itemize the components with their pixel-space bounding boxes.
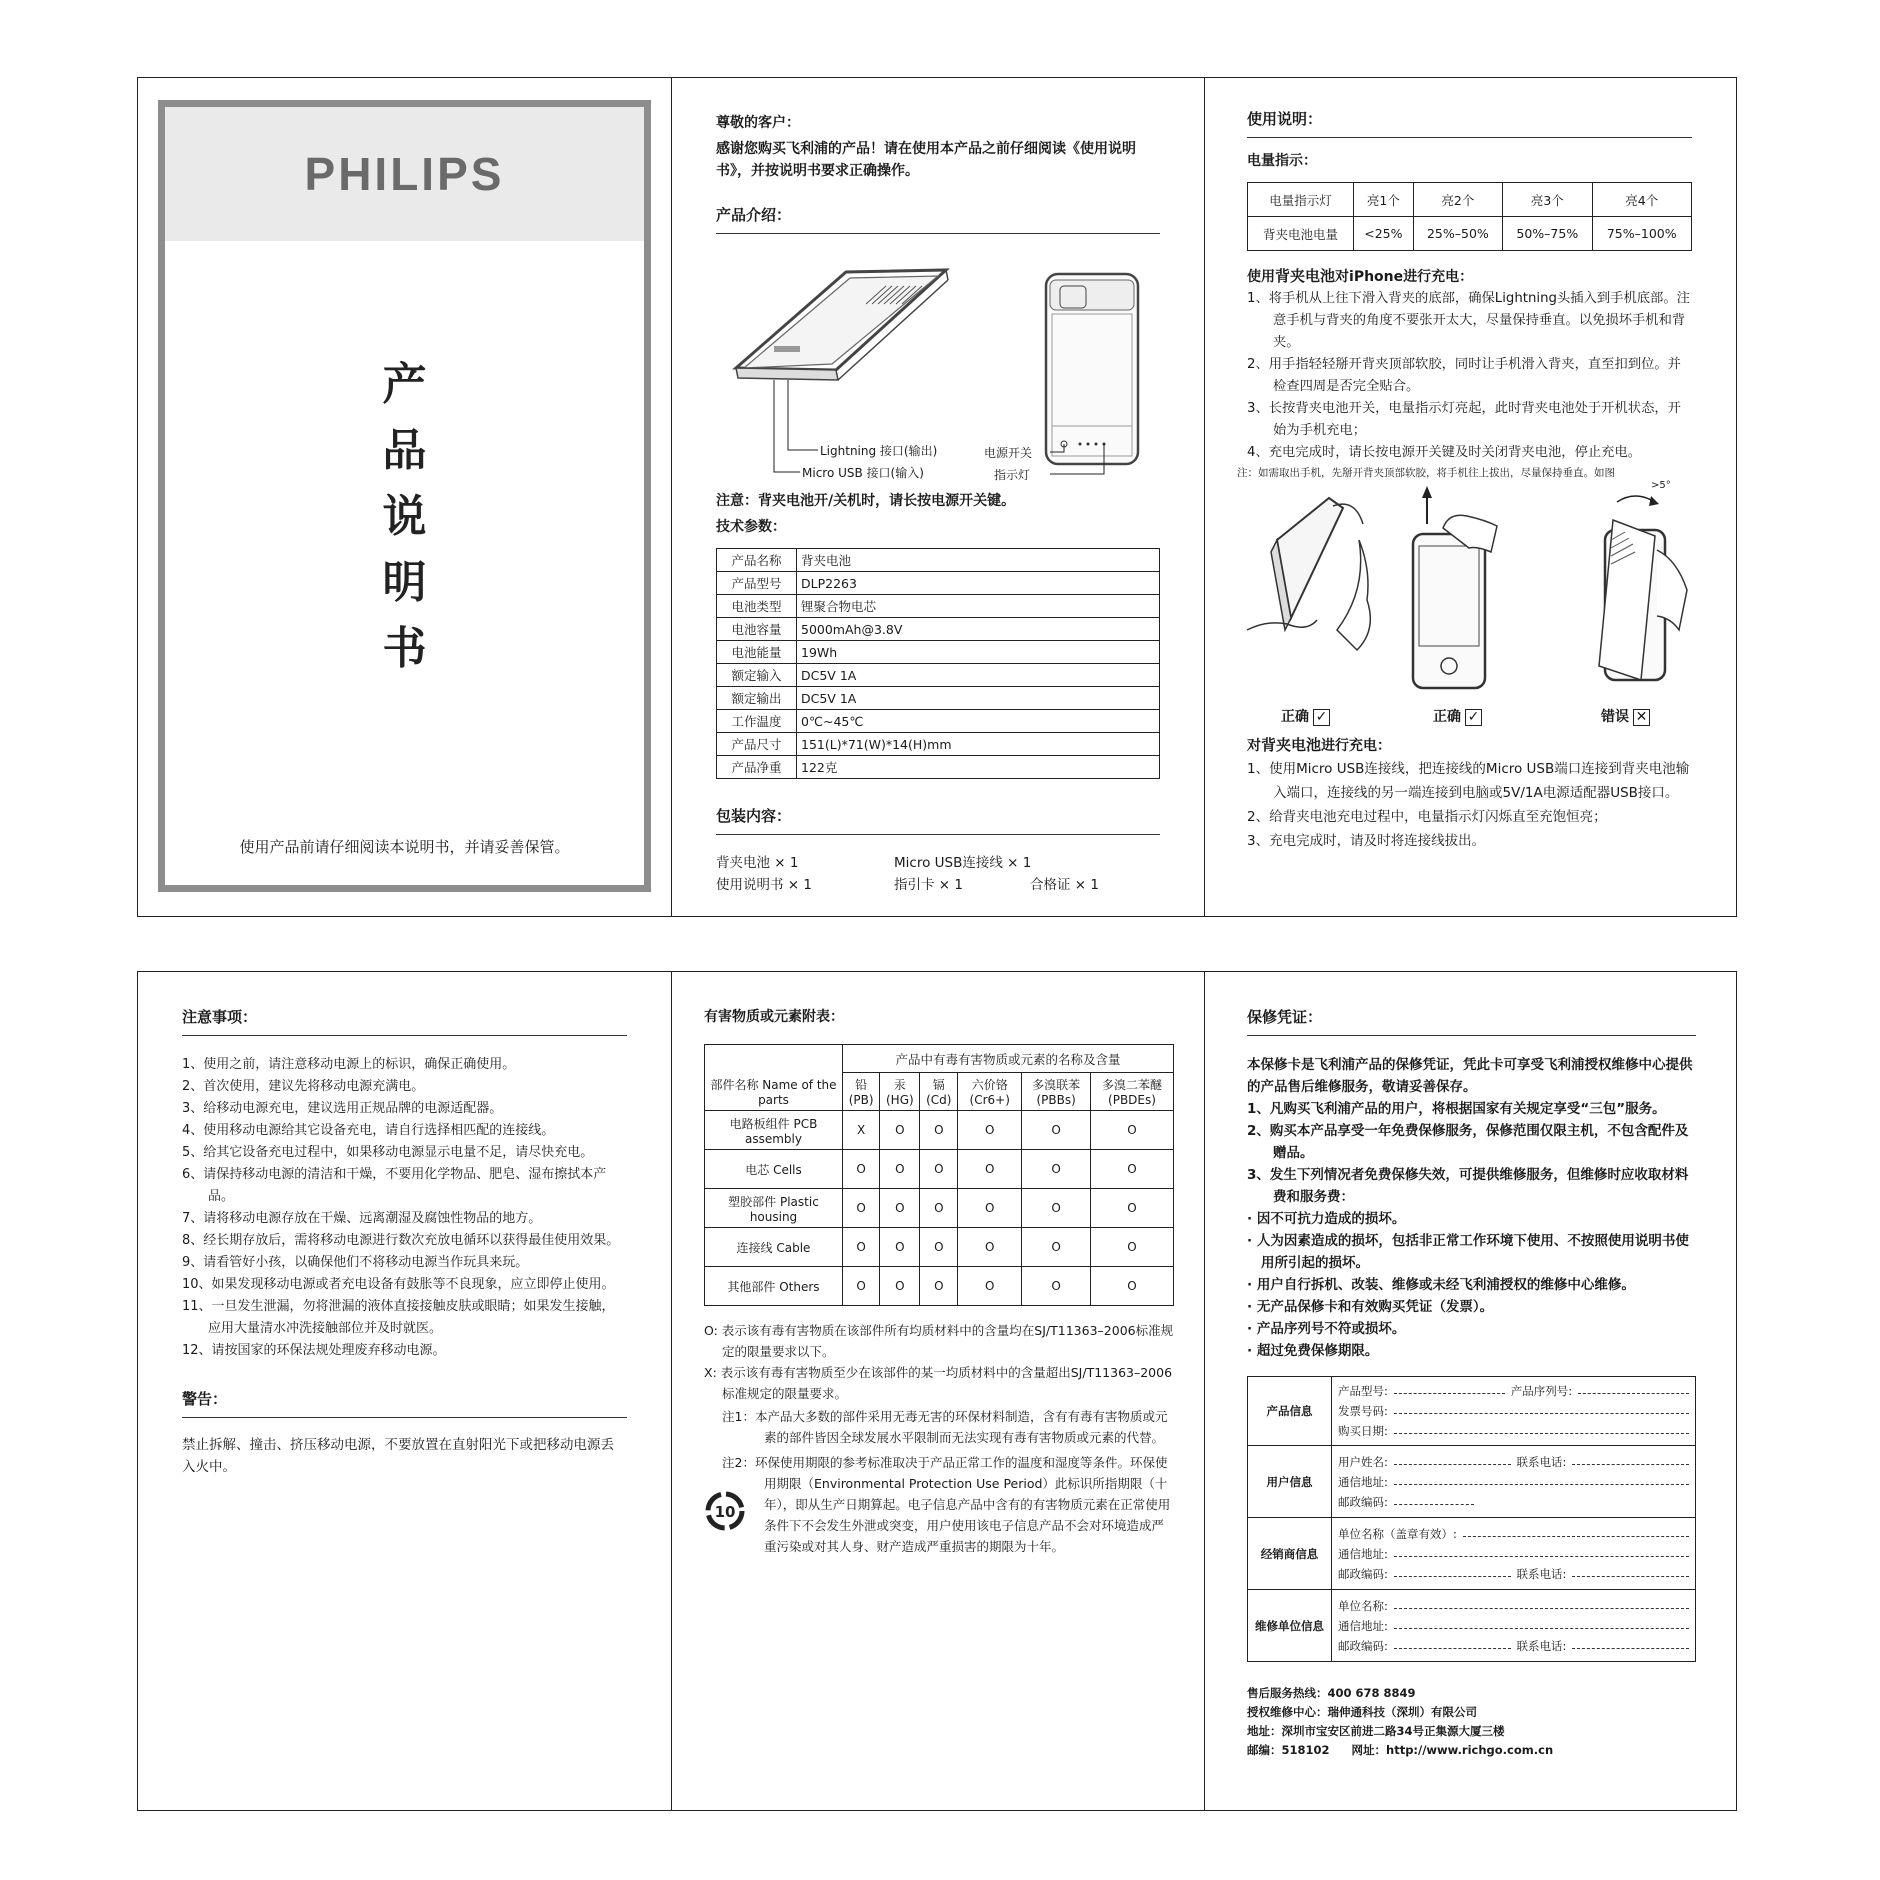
toxic-table [704,1044,1174,1306]
note-2: 注2：环保使用期限的参考标准取决于产品正常工作的温度和湿度等条件。环保使用期限（Environmental Protection Use Period）此标识所指期限（十年），即从生产日期算起。电子信息产品中含有的有害物质元素在正常使用条件下不会发生外泄或突变，用户使用该电子信息产品不会对环境造成严重污染或对其人身、财产造成严重损害的期限为十年。 10 [704,1452,1174,1557]
service-contact [1247,1684,1696,1760]
substance-mark: O [1022,1189,1091,1228]
level-header-cell: 亮3个 [1503,183,1592,217]
list-item: · 用户自行拆机、改装、维修或未经飞利浦授权的维修中心维修。 [1247,1277,1635,1293]
spec-row [717,756,1160,779]
substance-header: 多溴联苯 (PBBs) [1022,1073,1091,1111]
service-info-fields: 单位名称: 通信地址: 邮政编码: 联系电话: [1332,1590,1696,1662]
substance-mark: O [1090,1267,1173,1306]
list-item: · 因不可抗力造成的损坏。 [1247,1211,1406,1227]
hotline: 售后服务热线：400 678 8849 [1247,1686,1416,1700]
lightning-port-label: Lightning 接口(输出) [820,444,938,458]
level-header-cell: 亮1个 [1354,183,1414,217]
intro-body: 感谢您购买飞利浦的产品！请在使用本产品之前仔细阅读《使用说明书》，并按说明书要求正确操作。 [716,141,1136,179]
phone-charge-steps [1247,288,1692,464]
substance-header: 铅 (PB) [843,1073,880,1111]
specs-table [716,548,1160,779]
level-value-cell: 25%–50% [1413,217,1502,251]
substance-mark: X [843,1111,880,1150]
user-info-label: 用户信息 [1248,1446,1332,1518]
spec-row [717,641,1160,664]
table-row [705,1228,1174,1267]
package-item: 指引卡 × 1 [894,877,963,893]
fig-label-wrong: 错误 ✕ [1601,706,1650,726]
list-item: 10、如果发现移动电源或者充电设备有鼓胀等不良现象，应立即停止使用。 [182,1277,615,1292]
cautions-heading: 注意事项： [182,1006,627,1036]
list-item: · 超过免费保修期限。 [1247,1343,1379,1359]
checkmark-icon: ✓ [1465,709,1482,726]
spec-key: 产品名称 [717,549,797,572]
part-name: 其他部件 Others [705,1267,843,1306]
fig-label-correct: 正确 ✓ [1433,706,1482,726]
sheet-front [137,77,1737,917]
spec-value: 背夹电池 [797,549,1160,572]
product-intro-heading: 产品介绍： [716,204,1160,234]
level-table [1247,182,1692,251]
indicator-label: 指示灯 [994,468,1031,482]
substance-header: 多溴二苯醚 (PBDEs) [1090,1073,1173,1111]
user-zip-input[interactable] [1394,1492,1474,1505]
list-item: 3、充电完成时，请及时将连接线拔出。 [1247,833,1486,849]
substance-mark: O [920,1150,958,1189]
removal-illustration [1237,480,1703,710]
substance-mark: O [1090,1111,1173,1150]
purchase-date-input[interactable] [1394,1421,1689,1434]
substance-mark: O [958,1228,1022,1267]
package-item: 使用说明书 × 1 [716,877,812,893]
substance-mark: O [920,1189,958,1228]
phone-upright-icon [1413,486,1497,688]
spec-key: 产品型号 [717,572,797,595]
list-item: 11、一旦发生泄漏，勿将泄漏的液体直接接触皮肤或眼睛；如果发生接触，应用大量清水冲洗接触部位并及时就医。 [182,1299,615,1336]
removal-figures [1237,480,1692,738]
cautions-panel [138,972,671,1810]
list-item: · 无产品保修卡和有效购买凭证（发票）。 [1247,1299,1494,1315]
part-name: 电路板组件 PCB assembly [705,1111,843,1150]
note-o: O: 表示该有毒有害物质在该部件所有均质材料中的含量均在SJ/T11363–2006标准规定的限量要求以下。 [704,1323,1174,1359]
cover-frame [158,100,651,892]
list-item: · 人为因素造成的损坏，包括非正常工作环境下使用、不按照使用说明书使用所引起的损坏。 [1247,1233,1689,1271]
usage-heading: 使用说明： [1247,108,1692,138]
greeting: 尊敬的客户： [716,115,800,131]
self-charge-heading: 对背夹电池进行充电： [1247,736,1392,754]
dealer-zip-input[interactable] [1394,1564,1511,1577]
angle-label: >5° [1651,480,1671,491]
package-heading: 包装内容： [716,805,1160,835]
list-item: 2、用手指轻轻掰开背夹顶部软胶，同时让手机滑入背夹，直至扣到位。并检查四周是否完全贴合。 [1247,357,1681,394]
substance-mark: O [1090,1150,1173,1189]
substance-mark: O [1022,1150,1091,1189]
epup-number: 10 [714,1503,736,1521]
list-item: 2、首次使用，建议先将移动电源充满电。 [182,1079,425,1094]
spec-row [717,687,1160,710]
cover-note: 使用产品前请仔细阅读本说明书，并请妥善保管。 [239,838,570,856]
warning-text: 禁止拆解、撞击、挤压移动电源，不要放置在直射阳光下或把移动电源丢入火中。 [182,1437,614,1475]
spec-value: DC5V 1A [797,687,1160,710]
substance-mark: O [843,1267,880,1306]
list-item: 2、购买本产品享受一年免费保修服务，保修范围仅限主机，不包含配件及赠品。 [1247,1123,1689,1161]
part-name: 连接线 Cable [705,1228,843,1267]
level-value-cell: 75%–100% [1592,217,1691,251]
self-charge-steps [1247,757,1692,853]
spec-value: 0℃~45℃ [797,710,1160,733]
substance-mark: O [880,1111,920,1150]
cover-title-char: 明 [382,557,427,608]
warning-heading: 警告： [182,1388,627,1418]
part-name: 电芯 Cells [705,1150,843,1189]
list-item: 9、请看管好小孩，以确保他们不将移动电源当作玩具来玩。 [182,1255,529,1270]
substance-mark: O [920,1111,958,1150]
table-row [705,1189,1174,1228]
service-unit-input[interactable] [1394,1596,1689,1609]
note-1: 注1：本产品大多数的部件采用无毒无害的环保材料制造，含有有毒有害物质或元素的部件皆因全球发展水平限制而无法实现有毒有害物质或元素的代替。 [722,1409,1168,1445]
table-row [705,1150,1174,1189]
removal-note: 注：如需取出手机，先掰开背夹顶部软胶，将手机往上拔出，尽量保持垂直。如图 [1237,467,1615,479]
power-switch-label: 电源开关 [984,446,1033,460]
dealer-info-label: 经销商信息 [1248,1518,1332,1590]
list-item: 3、发生下列情况者免费保修失效，可提供维修服务，但维修时应收取材料费和服务费： [1247,1167,1689,1205]
toxic-group-header: 产品中有毒有害物质或元素的名称及含量 [843,1045,1174,1073]
list-item: 4、充电完成时，请长按电源开关键及时关闭背夹电池，停止充电。 [1247,445,1642,460]
spec-row [717,595,1160,618]
substance-mark: O [958,1150,1022,1189]
table-row [705,1111,1174,1150]
substance-mark: O [843,1228,880,1267]
substance-mark: O [880,1267,920,1306]
toxic-heading: 有害物质或元素附表： [704,1009,844,1025]
substance-header: 六价铬 (Cr6+) [958,1073,1022,1111]
spec-key: 电池能量 [717,641,797,664]
service-info-label: 维修单位信息 [1248,1590,1332,1662]
cover-title-char: 品 [382,425,427,476]
list-item: 1、凡购买飞利浦产品的用户，将根据国家有关规定享受“三包”服务。 [1247,1101,1666,1117]
warranty-panel [1204,972,1736,1810]
intro-panel [671,78,1204,916]
substance-mark: O [843,1189,880,1228]
blank-header-cell [705,1045,843,1073]
level-value-cell: 50%–75% [1503,217,1592,251]
package-item: Micro USB连接线 × 1 [894,855,1032,871]
spec-value: 122克 [797,756,1160,779]
level-value-cell: 背夹电池电量 [1248,217,1354,251]
level-heading: 电量指示： [1247,153,1317,169]
spec-key: 额定输出 [717,687,797,710]
cover-panel [138,78,671,916]
spec-row [717,572,1160,595]
spec-value: 19Wh [797,641,1160,664]
warranty-heading: 保修凭证： [1247,1006,1696,1036]
fig-label-correct: 正确 ✓ [1281,706,1330,726]
cross-icon: ✕ [1633,709,1650,726]
service-zip-input[interactable] [1394,1636,1511,1649]
table-row [705,1267,1174,1306]
sheet-back [137,971,1737,1811]
toxic-panel [671,972,1204,1810]
spec-key: 电池类型 [717,595,797,618]
dealer-address-input[interactable] [1394,1544,1689,1557]
substance-mark: O [958,1189,1022,1228]
warranty-items [1247,1098,1696,1208]
checkmark-icon: ✓ [1313,709,1330,726]
spec-row [717,664,1160,687]
list-item: 1、使用Micro USB连接线，把连接线的Micro USB端口连接到背夹电池输入端口，连接线的另一端连接到电脑或5V/1A电源适配器USB接口。 [1247,761,1690,801]
hand-tilt-icon [1247,498,1370,650]
cover-title-char: 说 [382,491,427,542]
serial-input[interactable] [1578,1381,1689,1394]
spec-key: 产品尺寸 [717,733,797,756]
list-item: 8、经长期存放后，需将移动电源进行数次充放电循环以获得最佳使用效果。 [182,1233,620,1248]
substance-mark: O [1090,1228,1173,1267]
substance-mark: O [1090,1189,1173,1228]
list-item: 4、使用移动电源给其它设备充电，请自行选择相匹配的连接线。 [182,1123,555,1138]
battery-case-illustration [716,246,1161,486]
list-item: 1、将手机从上往下滑入背夹的底部，确保Lightning头插入到手机底部。注意手机与背夹的角度不要张开太大，尽量保持垂直。以免损坏手机和背夹。 [1247,291,1690,350]
spec-key: 电池容量 [717,618,797,641]
spec-key: 工作温度 [717,710,797,733]
zip-web-line: 邮编：518102 网址：http://www.richgo.com.cn [1247,1743,1554,1757]
spec-row [717,549,1160,572]
product-info-label: 产品信息 [1248,1377,1332,1446]
cover-title-char: 产 [382,359,427,410]
list-item: 3、长按背夹电池开关，电量指示灯亮起，此时背夹电池处于开机状态，开始为手机充电； [1247,401,1681,438]
list-item: 1、使用之前，请注意移动电源上的标识，确保正确使用。 [182,1057,516,1072]
level-header-cell: 亮4个 [1592,183,1691,217]
product-info-fields: 产品型号: 产品序列号: 发票号码: 购买日期: [1332,1377,1696,1446]
cover-title [165,352,644,682]
product-diagram [716,246,1160,486]
user-phone-input[interactable] [1572,1452,1689,1465]
list-item: 2、给背夹电池充电过程中，电量指示灯闪烁直至充饱恒亮； [1247,809,1607,825]
epup-recycle-icon [704,1490,746,1532]
dealer-unit-input[interactable] [1463,1524,1689,1537]
spec-key: 额定输入 [717,664,797,687]
list-item: 5、给其它设备充电过程中，如果移动电源显示电量不足，请尽快充电。 [182,1145,594,1160]
model-input[interactable] [1394,1381,1505,1394]
level-value-cell: <25% [1354,217,1414,251]
warranty-bullets [1247,1208,1696,1362]
part-header: 部件名称 Name of the parts [705,1073,843,1111]
user-info-fields: 用户姓名: 联系电话: 通信地址: 邮政编码: [1332,1446,1696,1518]
substance-mark: O [880,1189,920,1228]
list-item: 6、请保持移动电源的清洁和干燥，不要用化学物品、肥皂、湿布擦拭本产品。 [182,1167,607,1204]
spec-value: 5000mAh@3.8V [797,618,1160,641]
philips-logo: PHILIPS [304,148,505,200]
invoice-input[interactable] [1394,1401,1689,1414]
phone-wrong-angle-icon [1599,496,1687,680]
list-item: · 产品序列号不符或损坏。 [1247,1321,1406,1337]
cover-brand-band [165,107,644,241]
substance-mark: O [1022,1228,1091,1267]
spec-value: DC5V 1A [797,664,1160,687]
note-x: X: 表示该有毒有害物质至少在该部件的某一均质材料中的含量超出SJ/T11363–2006标准规定的限量要求。 [704,1365,1173,1401]
spec-value: DLP2263 [797,572,1160,595]
warranty-intro: 本保修卡是飞利浦产品的保修凭证，凭此卡可享受飞利浦授权维修中心提供的产品售后维修服务，敬请妥善保存。 [1247,1057,1693,1095]
list-item: 12、请按国家的环保法规处理废弃移动电源。 [182,1343,446,1358]
specs-heading: 技术参数： [716,519,786,535]
usage-panel [1204,78,1736,916]
power-caution: 注意：背夹电池开/关机时，请长按电源开关键。 [716,493,1016,509]
service-center: 授权维修中心：瑞伸通科技（深圳）有限公司 [1247,1705,1477,1719]
substance-mark: O [920,1228,958,1267]
phone-charge-heading: 使用背夹电池对iPhone进行充电： [1247,267,1474,285]
spec-row [717,618,1160,641]
user-name-input[interactable] [1394,1452,1511,1465]
substance-header: 汞 (HG) [880,1073,920,1111]
level-header-cell: 电量指示灯 [1248,183,1354,217]
list-item: 3、给移动电源充电，建议选用正规品牌的电源适配器。 [182,1101,503,1116]
level-header-cell: 亮2个 [1413,183,1502,217]
substance-header: 镉 (Cd) [920,1073,958,1111]
substance-mark: O [958,1267,1022,1306]
user-address-input[interactable] [1394,1472,1689,1485]
package-item: 背夹电池 × 1 [716,855,799,871]
address: 地址：深圳市宝安区前进二路34号正集源大厦三楼 [1247,1724,1505,1738]
spec-row [717,710,1160,733]
package-item: 合格证 × 1 [1030,877,1099,893]
dealer-phone-input[interactable] [1572,1564,1689,1577]
substance-mark: O [880,1150,920,1189]
website-link[interactable]: 网址：http://www.richgo.com.cn [1351,1743,1554,1757]
substance-mark: O [1022,1267,1091,1306]
dealer-info-fields: 单位名称（盖章有效）: 通信地址: 邮政编码: 联系电话: [1332,1518,1696,1590]
service-phone-input[interactable] [1572,1636,1689,1649]
spec-value: 锂聚合物电芯 [797,595,1160,618]
spec-row [717,733,1160,756]
list-item: 7、请将移动电源存放在干燥、远离潮湿及腐蚀性物品的地方。 [182,1211,542,1226]
cautions-list [182,1054,627,1362]
substance-mark: O [958,1111,1022,1150]
spec-key: 产品净重 [717,756,797,779]
package-list [716,847,1160,895]
toxic-notes [704,1320,1174,1557]
spec-value: 151(L)*71(W)*14(H)mm [797,733,1160,756]
warranty-card [1247,1376,1696,1662]
substance-mark: O [1022,1111,1091,1150]
substance-mark: O [880,1228,920,1267]
cover-title-char: 书 [382,623,427,674]
micro-usb-port-label: Micro USB 接口(输入) [802,466,924,480]
service-address-input[interactable] [1394,1616,1689,1629]
substance-mark: O [843,1150,880,1189]
substance-mark: O [920,1267,958,1306]
part-name: 塑胶部件 Plastic housing [705,1189,843,1228]
